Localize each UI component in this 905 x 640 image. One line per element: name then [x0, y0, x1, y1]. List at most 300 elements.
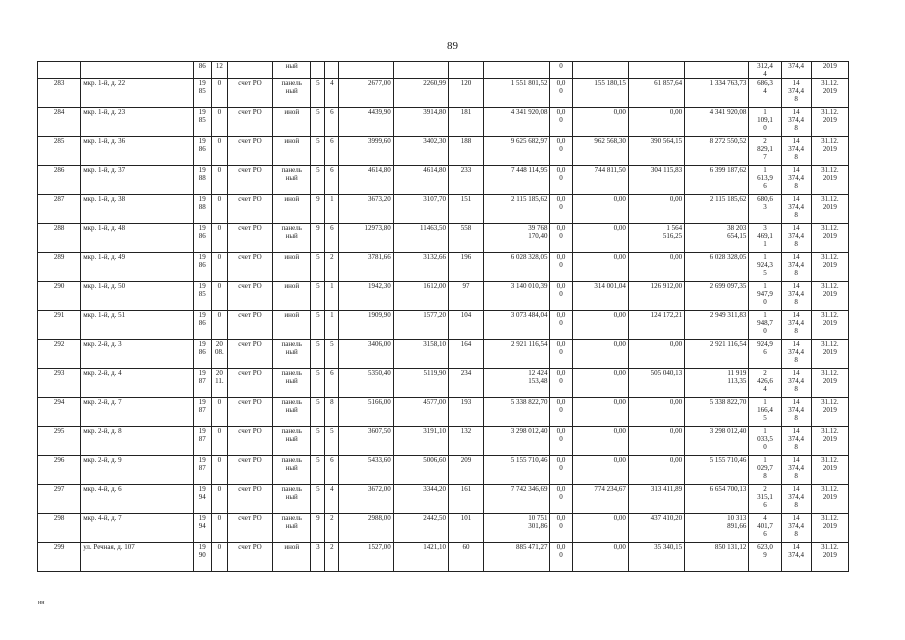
cell-wall-material: панель ный [273, 224, 311, 253]
cell-deadline: 31.12. 2019 [811, 543, 848, 572]
table-row [38, 282, 849, 311]
cell-floors-count: 5 [311, 311, 325, 340]
cell-entrances-count: 1 [325, 195, 339, 224]
cell-address: мкр. 1-й, д. 22 [81, 79, 194, 108]
cell-max-unit-cost: 14 374,4 8 [781, 369, 811, 398]
cell-fund-method: счет РО [227, 398, 272, 427]
cell-cost-share-other: 0 [550, 62, 572, 79]
cell-address: мкр. 2-й, д. 7 [81, 398, 194, 427]
cell-max-unit-cost: 374,4 [781, 62, 811, 79]
cell-cost-owners: 0,00 [572, 108, 628, 137]
cell-deadline: 31.12. 2019 [811, 282, 848, 311]
cell-renovation-year: 0 [211, 398, 227, 427]
cell-wall-material: панель ный [273, 79, 311, 108]
cell-residents-count: 101 [448, 514, 483, 543]
cell-wall-material: иной [273, 253, 311, 282]
cell-living-area: 11463,50 [393, 224, 448, 253]
cell-unit-cost: 1 947,9 0 [749, 282, 781, 311]
cell-entrances-count: 4 [325, 485, 339, 514]
cell-cost-share-other: 0,0 0 [550, 311, 572, 340]
cell-fund-method: счет РО [227, 340, 272, 369]
cell-unit-cost: 924,9 6 [749, 340, 781, 369]
cell-deadline: 31.12. 2019 [811, 311, 848, 340]
cell-fund-method: счет РО [227, 311, 272, 340]
cell-total-area: 5433,60 [339, 456, 393, 485]
cell-row-number: 292 [38, 340, 81, 369]
cell-renovation-year: 0 [211, 514, 227, 543]
cell-cost-municipal: 0,00 [628, 340, 684, 369]
cell-cost-fund: 850 131,12 [685, 543, 749, 572]
cell-renovation-year: 0 [211, 485, 227, 514]
cell-unit-cost: 3 469,1 1 [749, 224, 781, 253]
cell-build-year: 19 90 [193, 543, 211, 572]
cell-entrances-count: 6 [325, 224, 339, 253]
cell-unit-cost: 680,6 3 [749, 195, 781, 224]
cell-cost-owners: 744 811,50 [572, 166, 628, 195]
cell-total-area: 1909,90 [339, 311, 393, 340]
cell-floors-count: 3 [311, 543, 325, 572]
cell-address [81, 62, 194, 79]
cell-entrances-count: 6 [325, 137, 339, 166]
cell-floors-count: 9 [311, 224, 325, 253]
table-row [38, 369, 849, 398]
cell-living-area: 3191,10 [393, 427, 448, 456]
cell-total-area: 12973,80 [339, 224, 393, 253]
cell-residents-count: 60 [448, 543, 483, 572]
cell-cost-municipal: 313 411,89 [628, 485, 684, 514]
cell-floors-count: 5 [311, 398, 325, 427]
cell-cost-share-other: 0,0 0 [550, 456, 572, 485]
cell-total-cost: 2 115 185,62 [484, 195, 550, 224]
cell-row-number: 298 [38, 514, 81, 543]
cell-living-area: 3914,80 [393, 108, 448, 137]
cell-renovation-year: 0 [211, 311, 227, 340]
cell-cost-owners: 0,00 [572, 340, 628, 369]
table-row [38, 340, 849, 369]
cell-residents-count: 196 [448, 253, 483, 282]
cell-cost-fund: 2 949 311,83 [685, 311, 749, 340]
table-row [38, 166, 849, 195]
cell-build-year: 19 86 [193, 224, 211, 253]
cell-total-cost: 1 551 801,52 [484, 79, 550, 108]
cell-unit-cost: 1 029,7 8 [749, 456, 781, 485]
cell-wall-material: панель ный [273, 514, 311, 543]
cell-floors-count: 5 [311, 166, 325, 195]
cell-address: мкр. 1-й, д. 48 [81, 224, 194, 253]
cell-max-unit-cost: 14 374,4 8 [781, 340, 811, 369]
cell-row-number: 297 [38, 485, 81, 514]
cell-fund-method: счет РО [227, 253, 272, 282]
cell-max-unit-cost: 14 374,4 8 [781, 137, 811, 166]
cell-address: мкр. 1-й, д. 38 [81, 195, 194, 224]
cell-build-year: 19 88 [193, 166, 211, 195]
cell-cost-municipal: 390 564,15 [628, 137, 684, 166]
cell-build-year: 19 86 [193, 137, 211, 166]
cell-wall-material: иной [273, 108, 311, 137]
cell-total-cost: 2 921 116,54 [484, 340, 550, 369]
cell-deadline: 31.12. 2019 [811, 398, 848, 427]
cell-floors-count: 9 [311, 514, 325, 543]
cell-entrances-count: 5 [325, 427, 339, 456]
cell-entrances-count [325, 62, 339, 79]
cell-max-unit-cost: 14 374,4 8 [781, 456, 811, 485]
cell-address: ул. Речная, д. 107 [81, 543, 194, 572]
cell-residents-count: 161 [448, 485, 483, 514]
cell-deadline: 31.12. 2019 [811, 369, 848, 398]
cell-renovation-year: 0 [211, 253, 227, 282]
cell-row-number: 296 [38, 456, 81, 485]
cell-total-area: 1942,30 [339, 282, 393, 311]
cell-entrances-count: 8 [325, 398, 339, 427]
cell-unit-cost: 1 924,3 5 [749, 253, 781, 282]
cell-living-area: 4577,00 [393, 398, 448, 427]
cell-deadline: 31.12. 2019 [811, 253, 848, 282]
cell-cost-fund: 5 155 710,46 [685, 456, 749, 485]
cell-address: мкр. 2-й, д. 4 [81, 369, 194, 398]
cell-total-area: 3672,00 [339, 485, 393, 514]
cell-entrances-count: 2 [325, 543, 339, 572]
cell-build-year: 19 87 [193, 369, 211, 398]
cell-wall-material: ный [273, 62, 311, 79]
cell-living-area: 5006,60 [393, 456, 448, 485]
cell-total-cost: 7 448 114,95 [484, 166, 550, 195]
cell-total-area: 1527,00 [339, 543, 393, 572]
cell-unit-cost: 2 829,1 7 [749, 137, 781, 166]
cell-wall-material: иной [273, 543, 311, 572]
cell-residents-count: 104 [448, 311, 483, 340]
cell-total-cost: 9 625 682,97 [484, 137, 550, 166]
cell-address: мкр. 4-й, д. 7 [81, 514, 194, 543]
cell-wall-material: панель ный [273, 485, 311, 514]
cell-deadline: 31.12. 2019 [811, 79, 848, 108]
cell-unit-cost: 312,4 4 [749, 62, 781, 79]
cell-wall-material: панель ный [273, 456, 311, 485]
cell-build-year: 19 94 [193, 485, 211, 514]
cell-residents-count [448, 62, 483, 79]
cell-entrances-count: 6 [325, 456, 339, 485]
table-row [38, 108, 849, 137]
cell-cost-fund: 6 399 187,62 [685, 166, 749, 195]
cell-total-cost: 3 140 010,39 [484, 282, 550, 311]
cell-floors-count: 5 [311, 340, 325, 369]
cell-cost-share-other: 0,0 0 [550, 79, 572, 108]
cell-cost-municipal: 0,00 [628, 253, 684, 282]
cell-entrances-count: 6 [325, 369, 339, 398]
cell-build-year: 19 88 [193, 195, 211, 224]
cell-total-area: 4614,80 [339, 166, 393, 195]
cell-total-cost: 3 298 012,40 [484, 427, 550, 456]
cell-build-year: 19 86 [193, 311, 211, 340]
cell-residents-count: 234 [448, 369, 483, 398]
cell-total-cost: 3 073 484,04 [484, 311, 550, 340]
cell-build-year: 86 [193, 62, 211, 79]
cell-deadline: 31.12. 2019 [811, 224, 848, 253]
cell-total-cost: 6 028 328,05 [484, 253, 550, 282]
cell-fund-method [227, 62, 272, 79]
cell-living-area: 5119,90 [393, 369, 448, 398]
table-row-continued [38, 62, 849, 79]
cell-floors-count: 5 [311, 282, 325, 311]
cell-cost-owners: 0,00 [572, 195, 628, 224]
cell-residents-count: 151 [448, 195, 483, 224]
table-row [38, 224, 849, 253]
cell-living-area: 2442,50 [393, 514, 448, 543]
cell-residents-count: 97 [448, 282, 483, 311]
cell-renovation-year: 0 [211, 195, 227, 224]
cell-fund-method: счет РО [227, 282, 272, 311]
table-row [38, 398, 849, 427]
cell-cost-share-other: 0,0 0 [550, 369, 572, 398]
cell-total-area: 3406,00 [339, 340, 393, 369]
cell-row-number: 283 [38, 79, 81, 108]
cell-cost-share-other: 0,0 0 [550, 253, 572, 282]
cell-cost-fund: 38 203 654,15 [685, 224, 749, 253]
cell-unit-cost: 2 426,6 4 [749, 369, 781, 398]
table-row [38, 253, 849, 282]
cell-build-year: 19 85 [193, 108, 211, 137]
cell-living-area: 3158,10 [393, 340, 448, 369]
cell-living-area: 3132,66 [393, 253, 448, 282]
cell-cost-municipal: 61 857,64 [628, 79, 684, 108]
cell-wall-material: иной [273, 282, 311, 311]
cell-living-area: 3107,70 [393, 195, 448, 224]
cell-floors-count: 9 [311, 195, 325, 224]
cell-total-cost: 4 341 920,08 [484, 108, 550, 137]
cell-renovation-year: 0 [211, 224, 227, 253]
cell-renovation-year: 0 [211, 543, 227, 572]
cell-row-number: 285 [38, 137, 81, 166]
cell-floors-count [311, 62, 325, 79]
cell-cost-share-other: 0,0 0 [550, 485, 572, 514]
cell-address: мкр. 4-й, д. 6 [81, 485, 194, 514]
cell-address: мкр. 1-й, д. 50 [81, 282, 194, 311]
cell-fund-method: счет РО [227, 485, 272, 514]
cell-total-cost: 5 338 822,70 [484, 398, 550, 427]
cell-deadline: 2019 [811, 62, 848, 79]
cell-living-area: 1612,00 [393, 282, 448, 311]
cell-living-area: 3344,20 [393, 485, 448, 514]
cell-cost-share-other: 0,0 0 [550, 108, 572, 137]
cell-total-cost [484, 62, 550, 79]
cell-row-number: 284 [38, 108, 81, 137]
cell-cost-share-other: 0,0 0 [550, 514, 572, 543]
cell-address: мкр. 2-й, д. 8 [81, 427, 194, 456]
cell-unit-cost: 1 109,1 0 [749, 108, 781, 137]
cell-unit-cost: 1 948,7 0 [749, 311, 781, 340]
cell-unit-cost: 4 401,7 6 [749, 514, 781, 543]
housing-registry-table [37, 61, 849, 572]
cell-build-year: 19 87 [193, 398, 211, 427]
table-row [38, 137, 849, 166]
cell-cost-fund: 2 699 097,35 [685, 282, 749, 311]
cell-total-cost: 7 742 346,69 [484, 485, 550, 514]
cell-floors-count: 5 [311, 137, 325, 166]
cell-total-cost: 5 155 710,46 [484, 456, 550, 485]
cell-cost-share-other: 0,0 0 [550, 166, 572, 195]
table-row [38, 427, 849, 456]
cell-residents-count: 132 [448, 427, 483, 456]
cell-cost-fund: 5 338 822,70 [685, 398, 749, 427]
table-row [38, 514, 849, 543]
cell-max-unit-cost: 14 374,4 8 [781, 427, 811, 456]
cell-living-area: 3402,30 [393, 137, 448, 166]
cell-cost-share-other: 0,0 0 [550, 282, 572, 311]
cell-unit-cost: 1 613,9 6 [749, 166, 781, 195]
cell-total-area: 5166,00 [339, 398, 393, 427]
cell-cost-owners: 0,00 [572, 456, 628, 485]
cell-deadline: 31.12. 2019 [811, 514, 848, 543]
cell-entrances-count: 6 [325, 166, 339, 195]
cell-unit-cost: 1 033,5 0 [749, 427, 781, 456]
cell-unit-cost: 2 315,1 6 [749, 485, 781, 514]
cell-residents-count: 181 [448, 108, 483, 137]
cell-total-area: 2988,00 [339, 514, 393, 543]
cell-deadline: 31.12. 2019 [811, 485, 848, 514]
cell-cost-fund [685, 62, 749, 79]
cell-fund-method: счет РО [227, 166, 272, 195]
cell-floors-count: 5 [311, 427, 325, 456]
cell-max-unit-cost: 14 374,4 8 [781, 224, 811, 253]
cell-deadline: 31.12. 2019 [811, 166, 848, 195]
cell-row-number: 289 [38, 253, 81, 282]
table-row [38, 485, 849, 514]
cell-max-unit-cost: 14 374,4 [781, 543, 811, 572]
cell-renovation-year: 0 [211, 456, 227, 485]
cell-cost-owners: 0,00 [572, 253, 628, 282]
cell-living-area: 4614,80 [393, 166, 448, 195]
cell-fund-method: счет РО [227, 224, 272, 253]
cell-fund-method: счет РО [227, 108, 272, 137]
cell-max-unit-cost: 14 374,4 8 [781, 108, 811, 137]
cell-row-number: 286 [38, 166, 81, 195]
cell-cost-municipal [628, 62, 684, 79]
cell-entrances-count: 1 [325, 282, 339, 311]
cell-residents-count: 193 [448, 398, 483, 427]
cell-renovation-year: 20 11. [211, 369, 227, 398]
footer-mark: нн [38, 600, 45, 606]
cell-cost-fund: 11 919 113,35 [685, 369, 749, 398]
cell-cost-share-other: 0,0 0 [550, 195, 572, 224]
cell-cost-owners: 314 001,04 [572, 282, 628, 311]
cell-total-cost: 39 768 170,40 [484, 224, 550, 253]
cell-residents-count: 188 [448, 137, 483, 166]
cell-fund-method: счет РО [227, 79, 272, 108]
cell-renovation-year: 0 [211, 137, 227, 166]
cell-fund-method: счет РО [227, 137, 272, 166]
cell-residents-count: 558 [448, 224, 483, 253]
cell-wall-material: панель ный [273, 369, 311, 398]
cell-max-unit-cost: 14 374,4 8 [781, 282, 811, 311]
cell-total-area: 5350,40 [339, 369, 393, 398]
table-row [38, 195, 849, 224]
cell-cost-municipal: 0,00 [628, 427, 684, 456]
cell-renovation-year: 12 [211, 62, 227, 79]
cell-cost-fund: 10 313 891,66 [685, 514, 749, 543]
cell-deadline: 31.12. 2019 [811, 456, 848, 485]
cell-deadline: 31.12. 2019 [811, 340, 848, 369]
cell-row-number: 290 [38, 282, 81, 311]
cell-residents-count: 164 [448, 340, 483, 369]
cell-living-area [393, 62, 448, 79]
cell-cost-fund: 1 334 763,73 [685, 79, 749, 108]
cell-build-year: 19 94 [193, 514, 211, 543]
table-row [38, 311, 849, 340]
cell-residents-count: 120 [448, 79, 483, 108]
cell-cost-fund: 3 298 012,40 [685, 427, 749, 456]
cell-renovation-year: 0 [211, 282, 227, 311]
cell-cost-share-other: 0,0 0 [550, 427, 572, 456]
cell-floors-count: 5 [311, 456, 325, 485]
cell-wall-material: панель ный [273, 427, 311, 456]
cell-wall-material: панель ный [273, 340, 311, 369]
cell-entrances-count: 6 [325, 108, 339, 137]
cell-row-number: 294 [38, 398, 81, 427]
cell-fund-method: счет РО [227, 195, 272, 224]
cell-cost-fund: 2 115 185,62 [685, 195, 749, 224]
cell-row-number: 288 [38, 224, 81, 253]
cell-renovation-year: 0 [211, 79, 227, 108]
cell-max-unit-cost: 14 374,4 8 [781, 398, 811, 427]
cell-cost-owners [572, 62, 628, 79]
cell-cost-owners: 0,00 [572, 543, 628, 572]
page-number: 89 [447, 40, 458, 52]
cell-renovation-year: 0 [211, 166, 227, 195]
cell-entrances-count: 2 [325, 514, 339, 543]
cell-deadline: 31.12. 2019 [811, 195, 848, 224]
cell-cost-fund: 2 921 116,54 [685, 340, 749, 369]
cell-cost-owners: 0,00 [572, 311, 628, 340]
cell-address: мкр. 2-й, д. 3 [81, 340, 194, 369]
cell-cost-municipal: 0,00 [628, 398, 684, 427]
cell-cost-owners: 155 180,15 [572, 79, 628, 108]
cell-total-cost: 10 751 301,86 [484, 514, 550, 543]
cell-deadline: 31.12. 2019 [811, 137, 848, 166]
cell-fund-method: счет РО [227, 456, 272, 485]
cell-renovation-year: 20 08. [211, 340, 227, 369]
cell-total-area: 3607,50 [339, 427, 393, 456]
cell-cost-owners: 0,00 [572, 369, 628, 398]
cell-cost-share-other: 0,0 0 [550, 340, 572, 369]
cell-row-number: 287 [38, 195, 81, 224]
cell-floors-count: 5 [311, 485, 325, 514]
cell-fund-method: счет РО [227, 543, 272, 572]
cell-cost-owners: 0,00 [572, 224, 628, 253]
cell-max-unit-cost: 14 374,4 8 [781, 514, 811, 543]
cell-cost-owners: 0,00 [572, 398, 628, 427]
cell-total-cost: 12 424 153,48 [484, 369, 550, 398]
cell-residents-count: 233 [448, 166, 483, 195]
cell-build-year: 19 85 [193, 79, 211, 108]
cell-floors-count: 5 [311, 108, 325, 137]
cell-cost-share-other: 0,0 0 [550, 543, 572, 572]
cell-entrances-count: 1 [325, 311, 339, 340]
cell-cost-municipal: 304 115,83 [628, 166, 684, 195]
cell-cost-municipal: 0,00 [628, 108, 684, 137]
cell-total-cost: 885 471,27 [484, 543, 550, 572]
cell-row-number: 293 [38, 369, 81, 398]
cell-max-unit-cost: 14 374,4 8 [781, 485, 811, 514]
cell-cost-share-other: 0,0 0 [550, 398, 572, 427]
cell-total-area: 3999,60 [339, 137, 393, 166]
cell-max-unit-cost: 14 374,4 8 [781, 195, 811, 224]
cell-address: мкр. 1-й, д. 51 [81, 311, 194, 340]
cell-fund-method: счет РО [227, 427, 272, 456]
cell-total-area: 4439,90 [339, 108, 393, 137]
cell-entrances-count: 5 [325, 340, 339, 369]
cell-cost-share-other: 0,0 0 [550, 224, 572, 253]
cell-total-area: 2677,00 [339, 79, 393, 108]
cell-build-year: 19 87 [193, 427, 211, 456]
